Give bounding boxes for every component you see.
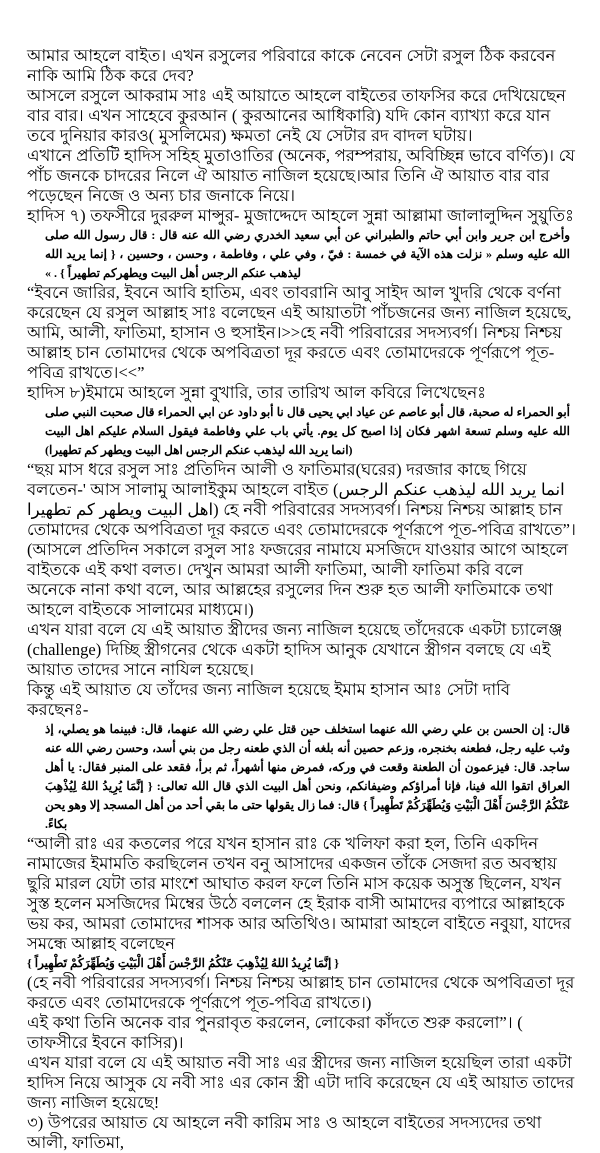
paragraph-imam-hasan-claim: কিন্তু এই আয়াত যে তাঁদের জন্য নাজিল হয়েছে ইমাম হাসান আঃ সেটা দাবি করছেনঃ-: [27, 680, 511, 719]
arabic-quote-bukhari-tarikh: أبو الحمراء له صحبة، قال أبو عاصم عن عياد ابي يحيى قال نا أبو داود عن ابي الحمراء قال صحبت النبي صلى الله عليه وسلم تسعة اشهر فكان إذا اصبح كل يوم. يأتي باب علي وفاطمة فيقول السلام عليكم اهل البيت (انما يريد الله ليذهب عنكم الرجس اهل البيت ويطهر كم تطهيرا): [45, 405, 570, 457]
paragraph-salam-note: (আসলে প্রতিদিন সকালে রসুল সাঃ ফজরের নামাযে মসজিদে যাওয়ার আগে আহলে বাইতকে এই কথা বলত। দেখুন আমরা আলী ফাতিমা, আলী ফাতিমা করি বলে অনেকে নানা কথা বলে, আর আল্লহের রসুলের দিন শুরু হত আলী ফাতিমাকে তথা আহলে বাইতকে সালামের মাধ্যমে।): [27, 540, 569, 619]
arabic-quote-durrul-mansur: وأخرج ابن جرير وابن أبي حاتم والطبراني عن أبي سعيد الخدري رضي الله عنه قال : قال رسول الله صلى الله عليه وسلم « نزلت هذه الآية في خمسة : فيّ ، وفي علي ، وفاطمة ، وحسن ، وحسين ، { إنما يريد الله ليذهب عنكم الرجس أهل البيت ويطهركم تطهيراً } . »: [45, 228, 570, 280]
paragraph-rasul-tafsir: আসলে রসুলে আকরাম সাঃ এই আয়াতে আহলে বাইতের তাফসির করে দেখিয়েছেন বার বার। এখন সাহেবে কুরআন ( কুরআনের আধিকারি) যদি কোন ব্যাখ্যা করে যান তবে দুনিয়ার কারও( মুসলিমের) ক্ষমতা নেই যে সেটার রদ বাদল ঘটায়।: [27, 86, 566, 145]
paragraph-hadith-8-translation: “ছয় মাস ধরে রসুল সাঃ প্রতিদিন আলী ও ফাতিমার(ঘরের) দরজার কাছে গিয়ে বলতেন-' আস সালামু আলাইকুম আহলে বাইত (انما يريد الله ليذهب عنكم الرجس اهل البيت ويطهر كم تطهيرا) হে নবী পরিবারের সদস্যবর্গ। নিশ্চয় নিশ্চয় আল্লাহ চান তোমাদের থেকে অপবিত্রতা দূর করতে এবং তোমাদেরকে পূর্ণরূপে পূত-পবিত্র রাখতে”।: [27, 460, 576, 539]
paragraph-ibn-kathir-reference: এই কথা তিনি অনেক বার পুনরাবৃত করলেন, লোকেরা কাঁদতে শুরু করলো”। ( তাফসীরে ইবনে কাসির)।: [27, 1013, 523, 1052]
paragraph-point-3: ৩) উপরের আয়াত যে আহলে নবী কারিম সাঃ ও আহলে বাইতের সদস্যদের তথা আলী, ফাতিমা,: [27, 1113, 542, 1152]
paragraph-hadith-7-translation: “ইবনে জারির, ইবনে আবি হাতিম, এবং তাবরানি আবু সাইদ আল খুদরি থেকে বর্ণনা করেছেন যে রসুল আল্লাহ সাঃ বলেছেন এই আয়াতটা পাঁচজনের জন্য নাজিল হয়েছে, আমি, আলী, ফাতিমা, হাসান ও হুসাইন।>>হে নবী পরিবারের সদস্যবর্গ। নিশ্চয় নিশ্চয় আল্লাহ চান তোমাদের থেকে অপবিত্রতা দূর করতে এবং তোমাদেরকে পূর্ণরূপে পূত-পবিত্র রাখতে।<<”: [27, 283, 572, 382]
paragraph-wives-challenge: এখন যারা বলে যে এই আয়াত নবী সাঃ এর স্ত্রীদের জন্য নাজিল হয়েছিল তারা একটা হাদিস নিয়ে আসুক যে নবী সাঃ এর কোন স্ত্রী এটা দাবি করেছেন যে এই আয়াত তাদের জন্য নাজিল হয়েছে!: [27, 1053, 575, 1112]
paragraph-intro-question: আমার আহলে বাইত। এখন রসুলের পরিবারে কাকে নেবেন সেটা রসুল ঠিক করবেন নাকি আমি ঠিক করে দেব?: [27, 46, 556, 85]
paragraph-hasan-sermon-translation: “আলী রাঃ এর কতলের পরে যখন হাসান রাঃ কে খলিফা করা হল, তিনি একদিন নামাজের ইমামতি করছিলেন তখন বনু আসাদের একজন তাঁকে সেজদা রত অবস্থায় ছুরি মারল যেটা তার মাংশে আঘাত করল ফলে তিনি মাস কয়েক অসুস্ত ছিলেন, যখন সুস্ত হলেন মসজিদের মিম্বের উঠে বললেন হে ইরাক বাসী আমাদের ব্যপারে আল্লাহকে ভয় কর, আমরা তোমাদের শাসক আর অতিথিও। আমারা আহলে বাইতে নবুয়া, যাদের সমন্ধে আল্লাহ বলেছেন: [27, 834, 572, 953]
heading-hadith-8: হাদিস ৮)ইমামে আহলে সুন্না বুখারি, তার তারিখ আল কবিরে লিখেছেনঃ: [27, 383, 487, 402]
heading-hadith-7: হাদিস ৭) তফসীরে দুররুল মান্সুর- মুজাদ্দেদে আহলে সুন্না আল্লামা জালালুদ্দিন সুয়ুতিঃ: [27, 206, 574, 225]
paragraph-mutawatir-note: এখানে প্রতিটি হাদিস সহিহ মুতাওাতির (অনেক, পরম্পরায়, অবিচ্ছিন্ন ভাবে বর্ণিত)। যে পাঁচ জনকে চাদরের নিলে ঐ আয়াত নাজিল হয়েছে।আর তিনি ঐ আয়াত বার বার পড়েছেন নিজে ও অন্য চার জনাকে নিয়ে।: [27, 146, 575, 205]
arabic-verse-line: { إنَّمَا يُرِيدُ اللهُ لِيُذْهِبَ عَنْكُمُ الرَّجْسَ أَهْلَ الْبَيْتِ وَيُطَهِّرَكُمْ تَطْهِيراً }: [27, 956, 340, 970]
arabic-quote-hasan-sermon: قال: إن الحسن بن علي رضي الله عنهما استخلف حين قتل علي رضي الله عنهما، قال: فبينما هو يصلي، إذ وثب عليه رجل، فطعنه بخنجره، وزعم حصين أنه بلغه أن الذي طعنه رجل من بني أسد، وحسن رضي الله عنه ساجد. قال: فيزعمون أن الطعنة وقعت في وركه، فمرض منها أشهراً، ثم برأ، فقعد على المنبر فقال: يا أهل العراق اتقوا الله فينا، فإنا أمراؤكم وضيفانكم، ونحن أهل البيت الذي قال الله تعالى: { إنَّمَا يُرِيدُ اللهُ لِيُذْهِبَ عَنْكُمُ الرَّجْسَ أَهْلَ الْبَيْتِ وَيُطَهِّرَكُمْ تَطْهِيراً } قال: فما زال يقولها حتى ما بقي أحد من أهل المسجد إلا وهو يحن بكاءً.: [45, 722, 570, 831]
paragraph-verse-translation: (হে নবী পরিবারের সদস্যবর্গ। নিশ্চয় নিশ্চয় আল্লাহ চান তোমাদের থেকে অপবিত্রতা দূর করতে এবং তোমাদেরকে পূর্ণরূপে পূত-পবিত্র রাখতে।): [27, 973, 575, 1012]
paragraph-challenge: এখন যারা বলে যে এই আয়াত স্ত্রীদের জন্য নাজিল হয়েছে তাঁদেরকে একটা চ্যালেঞ্জ (challenge) দিচ্ছি স্ত্রীগনের থেকে একটা হাদিস আনুক যেখানে স্ত্রীগন বলছে যে এই আয়াত তাদের সানে নাযিল হয়েছে।: [27, 620, 563, 679]
